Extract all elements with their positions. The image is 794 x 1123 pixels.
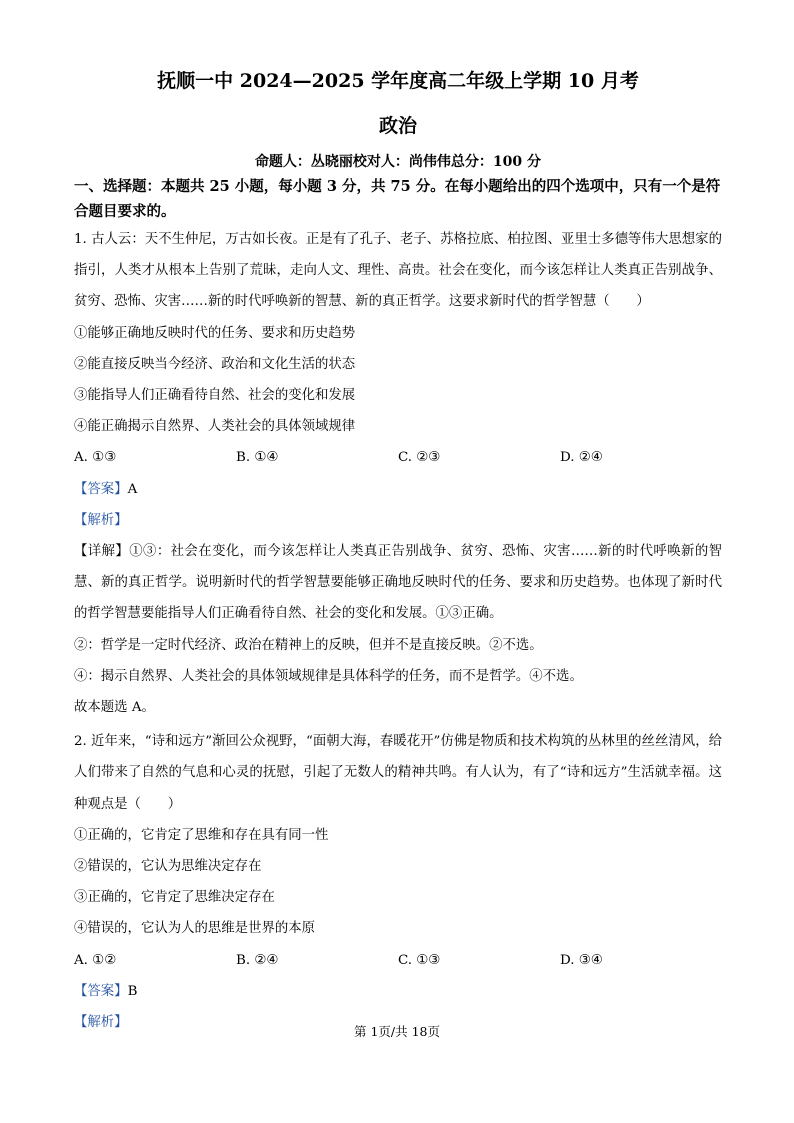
statement-option: ②错误的，它认为思维决定存在 bbox=[74, 859, 262, 875]
exam-meta: 命题人：丛晓丽校对人：尚伟伟总分：100 分 bbox=[254, 154, 542, 170]
statement-option: ①正确的，它肯定了思维和存在具有同一性 bbox=[74, 827, 329, 843]
question-2 bbox=[74, 726, 722, 1038]
statement-option: ②能直接反映当今经济、政治和文化生活的状态 bbox=[74, 356, 356, 372]
detail-paragraph: ②：哲学是一定时代经济、政治在精神上的反映，但并不是直接反映。②不选。 bbox=[74, 637, 543, 653]
document-page bbox=[74, 68, 722, 1038]
answer-value: A bbox=[127, 481, 138, 497]
analysis-tag: 【解析】 bbox=[74, 1015, 128, 1031]
statement-option: ③正确的，它肯定了思维决定存在 bbox=[74, 890, 275, 906]
choice-a: A. ①③ bbox=[74, 450, 117, 466]
subject-title: 政治 bbox=[378, 115, 417, 137]
answer-tag: 【答案】 bbox=[74, 983, 128, 999]
question-stem: 1. 古人云：天不生仲尼，万古如长夜。正是有了孔子、老子、苏格拉底、柏拉图、亚里士多德等伟大思想家的指引，人类才从根本上告别了荒昧，走向人文、理性、高贵。社会在变化，而今该怎样让人类真正告别战争、贫穷、恐怖、灾害……新的时代呼唤新的智慧、新的真正哲学。这要求新时代的哲学智慧（ ） bbox=[74, 232, 722, 310]
choice-d: D. ②④ bbox=[560, 450, 603, 466]
choice-b: B. ①④ bbox=[236, 450, 279, 466]
answer-choices bbox=[74, 442, 722, 473]
statement-option: ①能够正确地反映时代的任务、要求和历史趋势 bbox=[74, 325, 356, 341]
analysis-line bbox=[74, 505, 722, 536]
answer-value: B bbox=[127, 983, 138, 999]
answer-line bbox=[74, 976, 722, 1007]
answer-tag: 【答案】 bbox=[74, 481, 128, 497]
answer-choices bbox=[74, 945, 722, 976]
detail-paragraph bbox=[74, 536, 722, 630]
statement-option: ④错误的，它认为人的思维是世界的本原 bbox=[74, 921, 316, 937]
choice-a: A. ①② bbox=[74, 952, 117, 968]
conclusion: 故本题选 A。 bbox=[74, 700, 155, 716]
detail-text: ①③：社会在变化，而今该怎样让人类真正告别战争、贫穷、恐怖、灾害……新的时代呼唤新的智慧、新的真正哲学。说明新时代的哲学智慧要能够正确地反映时代的任务、要求和历史趋势。也体现了新时代的哲学智慧要能指导人们正确看待自然、社会的变化和发展。①③正确。 bbox=[74, 544, 723, 622]
detail-tag: 【详解】 bbox=[74, 544, 130, 560]
statement-option: ③能指导人们正确看待自然、社会的变化和发展 bbox=[74, 388, 356, 404]
choice-d: D. ③④ bbox=[560, 952, 603, 968]
question-stem: 2. 近年来，“诗和远方”渐回公众视野，“面朝大海，春暖花开”仿佛是物质和技术构筑的丛林里的丝丝清风，给人们带来了自然的气息和心灵的抚慰，引起了无数人的精神共鸣。有人认为，有了“诗和远方”生活就幸福。这种观点是（ ） bbox=[74, 734, 722, 812]
page-number: 第 1页/共 18页 bbox=[353, 1024, 441, 1039]
answer-line bbox=[74, 474, 722, 505]
analysis-tag: 【解析】 bbox=[74, 512, 128, 528]
question-1 bbox=[74, 224, 722, 723]
choice-c: C. ①③ bbox=[398, 952, 441, 968]
choice-b: B. ②④ bbox=[236, 952, 279, 968]
choice-c: C. ②③ bbox=[398, 450, 441, 466]
statement-option: ④能正确揭示自然界、人类社会的具体领域规律 bbox=[74, 419, 356, 435]
detail-paragraph: ④：揭示自然界、人类社会的具体领域规律是具体科学的任务，而不是哲学。④不选。 bbox=[74, 668, 583, 684]
section-heading: 一、选择题：本题共 25 小题，每小题 3 分，共 75 分。在每小题给出的四个选项中，只有一个是符合题目要求的。 bbox=[74, 178, 721, 220]
exam-title: 抚顺一中 2024—2025 学年度高二年级上学期 10 月考 bbox=[157, 70, 639, 92]
